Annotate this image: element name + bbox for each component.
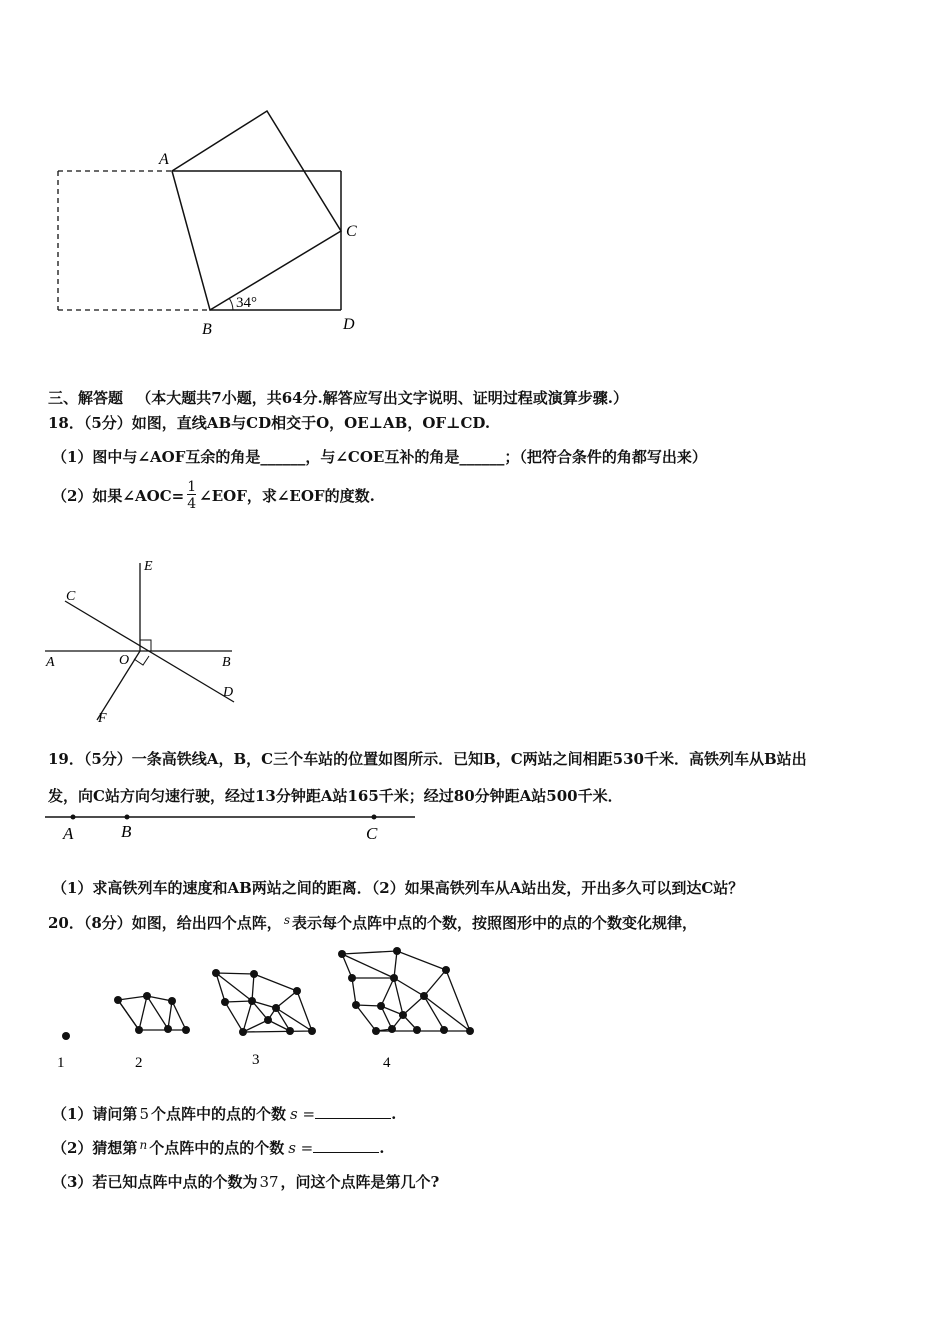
label-C: C [346,223,357,240]
lattice3-dot [250,970,258,978]
station-C-point [372,815,377,820]
label-C: C [366,824,378,843]
q20-part3-prefix: （3）若已知点阵中点的个数为 [52,1173,258,1191]
q18-part2-prefix: （2）如果∠AOC= [52,487,185,505]
lattice2-dot [168,997,176,1005]
lattice4-dot [413,1026,421,1034]
q20-part2-end: . [379,1139,385,1157]
q20-part3-suffix: ，问这个点阵是第几个? [280,1173,440,1191]
label-B: B [202,321,212,338]
q20-part1-mid: 个点阵中的点的个数 [151,1105,287,1123]
q20-part1-blank [315,1104,391,1119]
lattice-number-3: 3 [252,1052,260,1068]
figure-q18-intersecting-lines [40,555,250,730]
lattice-number-2: 2 [135,1055,143,1071]
lattice3-dot [248,997,256,1005]
q20-part1-var: s = [290,1105,316,1123]
q20-part1-end: . [391,1105,397,1123]
lattice4-dot [393,947,401,955]
lattice-4 [342,951,470,1031]
lattice-3 [216,973,312,1032]
figure-q19-railway-line [40,806,420,846]
q19-line1: 19．（5分）一条高铁线A，B，C三个车站的位置如图所示．已知B，C两站之间相距530千米．高铁列车从B站出 [48,750,807,768]
q20-part1 [52,1103,396,1124]
section-title: 三、解答题 [48,389,124,407]
lattice3-dot [264,1016,272,1024]
q20-part2 [52,1137,384,1158]
label-A: A [46,655,55,670]
lattice3-dot [308,1027,316,1035]
lattice1-dot [62,1032,70,1040]
label-D: D [223,685,234,700]
lattice3-dot [293,987,301,995]
angle-label: 34° [236,295,257,311]
lattice4-dot [377,1002,385,1010]
q20-part3 [52,1171,439,1192]
q20-part1-prefix: （1）请问第 [52,1105,138,1123]
lattice4-dot [420,992,428,1000]
q18-fraction-num: 1 [187,479,197,495]
lattice2-dot [114,996,122,1004]
q20-part2-var-n: n [139,1138,148,1152]
lattice4-dot [390,974,398,982]
label-B: B [121,822,132,841]
angle-arc [229,298,233,310]
q20-part2-var: s = [288,1139,314,1157]
q20-stem-var: s [283,913,290,927]
lattice3-dot [286,1027,294,1035]
lattice4-dot [348,974,356,982]
label-B: B [222,655,231,670]
lattice4-dot [440,1026,448,1034]
q19-questions: （1）求高铁列车的速度和AB两站之间的距离．（2）如果高铁列车从A站出发，开出多久可以到达C站？ [52,879,744,897]
lattice4-dot [352,1001,360,1009]
figure-q17-square-rectangle [40,100,380,350]
label-O: O [119,653,130,668]
section-heading [48,387,628,408]
q20-part2-blank [313,1138,379,1153]
lattice4-dot [442,966,450,974]
q18-part2-suffix: ∠EOF，求∠EOF的度数. [199,487,375,505]
q20-part1-num: 5 [139,1105,149,1123]
lattice3-dot [221,998,229,1006]
q18-fraction-den: 4 [187,496,197,512]
q20-stem [48,912,697,933]
label-E: E [144,559,153,574]
label-F: F [98,711,107,726]
label-A: A [63,824,74,843]
q20-part2-mid: 个点阵中的点的个数 [149,1139,285,1157]
q18-part2 [52,480,375,511]
lattice-number-1: 1 [57,1055,65,1071]
lattice3-dot [212,969,220,977]
station-B-point [125,815,130,820]
q20-part3-num: 37 [259,1173,279,1191]
lattice2-dot [135,1026,143,1034]
figure-q20-dot-lattices [40,940,490,1080]
tilted-square [172,111,341,310]
label-D: D [343,316,355,333]
q18-stem: 18．（5分）如图，直线AB与CD相交于O，OE⊥AB，OF⊥CD. [48,414,491,432]
label-A: A [159,151,169,168]
q19-line2: 发，向C站方向匀速行驶，经过13分钟距A站165千米；经过80分钟距A站500千米． [48,787,623,805]
q18-fraction [187,480,196,511]
lattice2-dot [182,1026,190,1034]
lattice-number-4: 4 [383,1055,391,1071]
lattice4-dot [388,1025,396,1033]
lattice2-dot [143,992,151,1000]
lattice3-dot [272,1004,280,1012]
lattice4-dot [399,1011,407,1019]
q20-part2-prefix: （2）猜想第 [52,1139,138,1157]
q18-part1: （1）图中与∠AOF互余的角是______，与∠COE互补的角是______；（把符合条件的角都写出来） [52,448,707,466]
q20-stem-prefix: 20．（8分）如图，给出四个点阵， [48,914,282,932]
lattice2-dot [164,1025,172,1033]
lattice3-dot [239,1028,247,1036]
station-A-point [71,815,76,820]
lattice4-dot [338,950,346,958]
section-note: （本大题共7小题，共64分.解答应写出文字说明、证明过程或演算步骤.） [136,389,629,407]
lattice4-dot [372,1027,380,1035]
label-C: C [66,589,76,604]
q20-stem-suffix: 表示每个点阵中点的个数，按照图形中的点的个数变化规律， [292,914,698,932]
lattice4-dot [466,1027,474,1035]
